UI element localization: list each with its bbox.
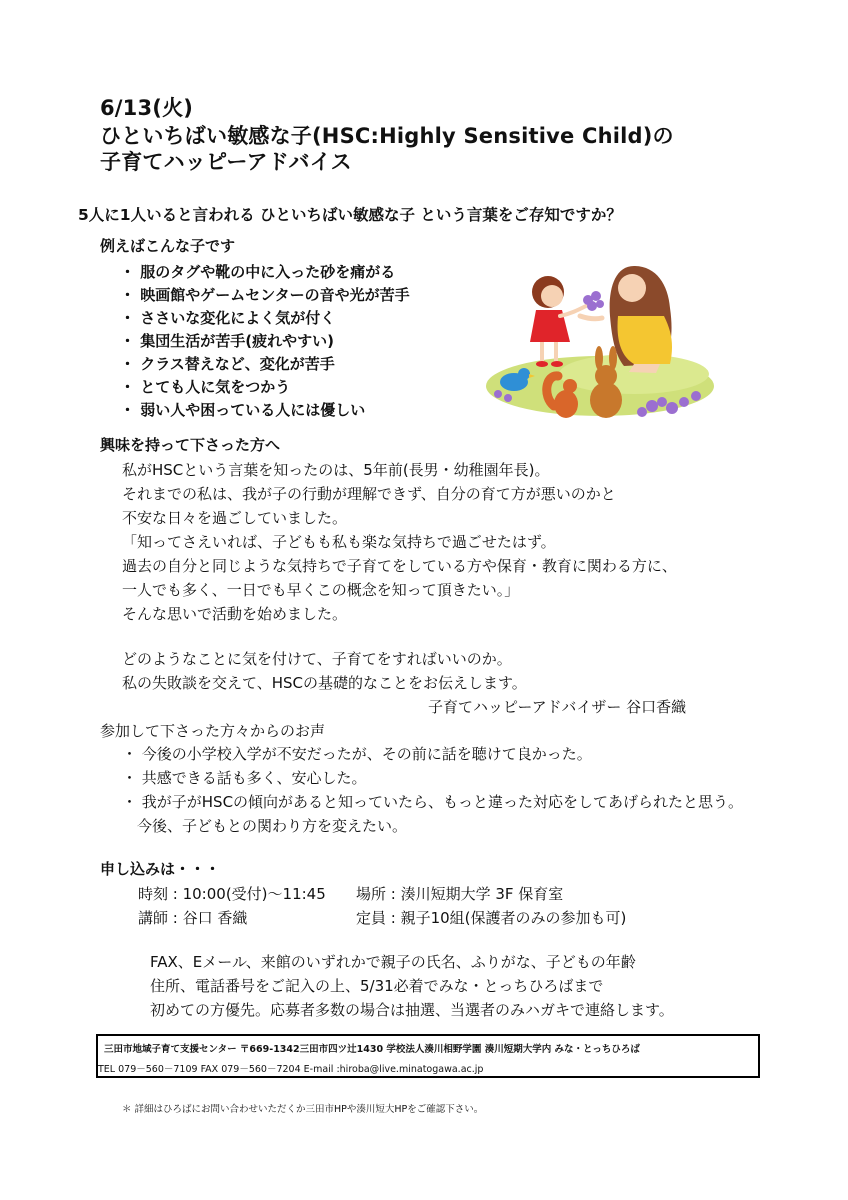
apply-instruction: 初めての方優先。応募者多数の場合は抽選、当選者のみハガキで連絡します。 xyxy=(150,1001,674,1019)
message-line: 「知ってさえいれば、子どもも私も楽な気持ちで過ごせたはず。 xyxy=(122,533,556,551)
message-line: 私の失敗談を交えて、HSCの基礎的なことをお伝えします。 xyxy=(122,674,527,692)
apply-heading: 申し込みは・・・ xyxy=(100,860,221,878)
message-line: 不安な日々を過ごしていました。 xyxy=(122,509,348,527)
apply-instruction: 住所、電話番号をご記入の上、5/31必着でみな・とっちひろばまで xyxy=(150,977,604,995)
list-item: ・ 映画館やゲームセンターの音や光が苦手 xyxy=(120,286,410,304)
list-item: ・ 共感できる話も多く、安心した。 xyxy=(122,769,367,787)
contact-address: 三田市地域子育て支援センター 〒669-1342三田市四ツ辻1430 学校法人湊川相野学園 湊川短期大学内 みな・とっちひろば xyxy=(104,1044,640,1055)
page-title-line1: ひといちばい敏感な子(HSC:Highly Sensitive Child)の xyxy=(100,124,674,148)
event-lecturer: 講師 : 谷口 香織 xyxy=(138,909,248,927)
contact-phone-email: TEL 079－560－7109 FAX 079－560－7204 E-mail :hiroba@live.minatogawa.ac.jp xyxy=(98,1064,484,1075)
message-line: 過去の自分と同じような気持ちで子育てをしている方や保育・教育に関わる方に、 xyxy=(122,557,677,575)
message-line: それまでの私は、我が子の行動が理解できず、自分の育て方が悪いのかと xyxy=(122,485,616,503)
mother-child-illustration xyxy=(484,246,716,424)
apply-instruction: FAX、Eメール、来館のいずれかで親子の氏名、ふりがな、子どもの年齢 xyxy=(150,953,636,971)
page-title-line2: 子育てハッピーアドバイス xyxy=(100,150,352,174)
list-item: ・ クラス替えなど、変化が苦手 xyxy=(120,355,335,373)
list-item: ・ ささいな変化によく気が付く xyxy=(120,309,336,327)
message-line: どのようなことに気を付けて、子育てをすればいいのか。 xyxy=(122,650,512,668)
event-place: 場所 : 湊川短期大学 3F 保育室 xyxy=(356,885,564,903)
list-item: 今後、子どもとの関わり方を変えたい。 xyxy=(137,817,408,835)
list-item: ・ とても人に気をつかう xyxy=(120,378,291,396)
event-date: 6/13(火) xyxy=(100,96,194,120)
event-capacity: 定員 : 親子10組(保護者のみの参加も可) xyxy=(356,909,627,927)
list-item: ・ 弱い人や困っている人には優しい xyxy=(120,401,366,419)
intro-question: 5人に1人いると言われる ひといちばい敏感な子 という言葉をご存知ですか？ xyxy=(78,206,622,224)
author-signature: 子育てハッピーアドバイザー 谷口香織 xyxy=(428,698,687,716)
voices-heading: 参加して下さった方々からのお声 xyxy=(100,722,326,740)
message-line: そんな思いで活動を始めました。 xyxy=(122,605,348,623)
message-line: 一人でも多く、一日でも早くこの概念を知って頂きたい。」 xyxy=(122,581,520,599)
footnote: ＊ 詳細はひろばにお問い合わせいただくか三田市HPや湊川短大HPをご確認下さい。 xyxy=(122,1104,484,1115)
list-item: ・ 今後の小学校入学が不安だったが、その前に話を聴けて良かった。 xyxy=(122,745,592,763)
contact-box xyxy=(96,1034,760,1078)
list-item: ・ 集団生活が苦手(疲れやすい) xyxy=(120,332,334,350)
list-item: ・ 我が子がHSCの傾向があると知っていたら、もっと違った対応をしてあげられたと思う。 xyxy=(122,793,744,811)
examples-heading: 例えばこんな子です xyxy=(100,237,236,255)
message-heading: 興味を持って下さった方へ xyxy=(100,436,281,454)
event-time: 時刻 : 10:00(受付)～11:45 xyxy=(138,885,326,903)
list-item: ・ 服のタグや靴の中に入った砂を痛がる xyxy=(120,263,396,281)
message-line: 私がHSCという言葉を知ったのは、5年前(長男・幼稚園年長)。 xyxy=(122,461,550,479)
